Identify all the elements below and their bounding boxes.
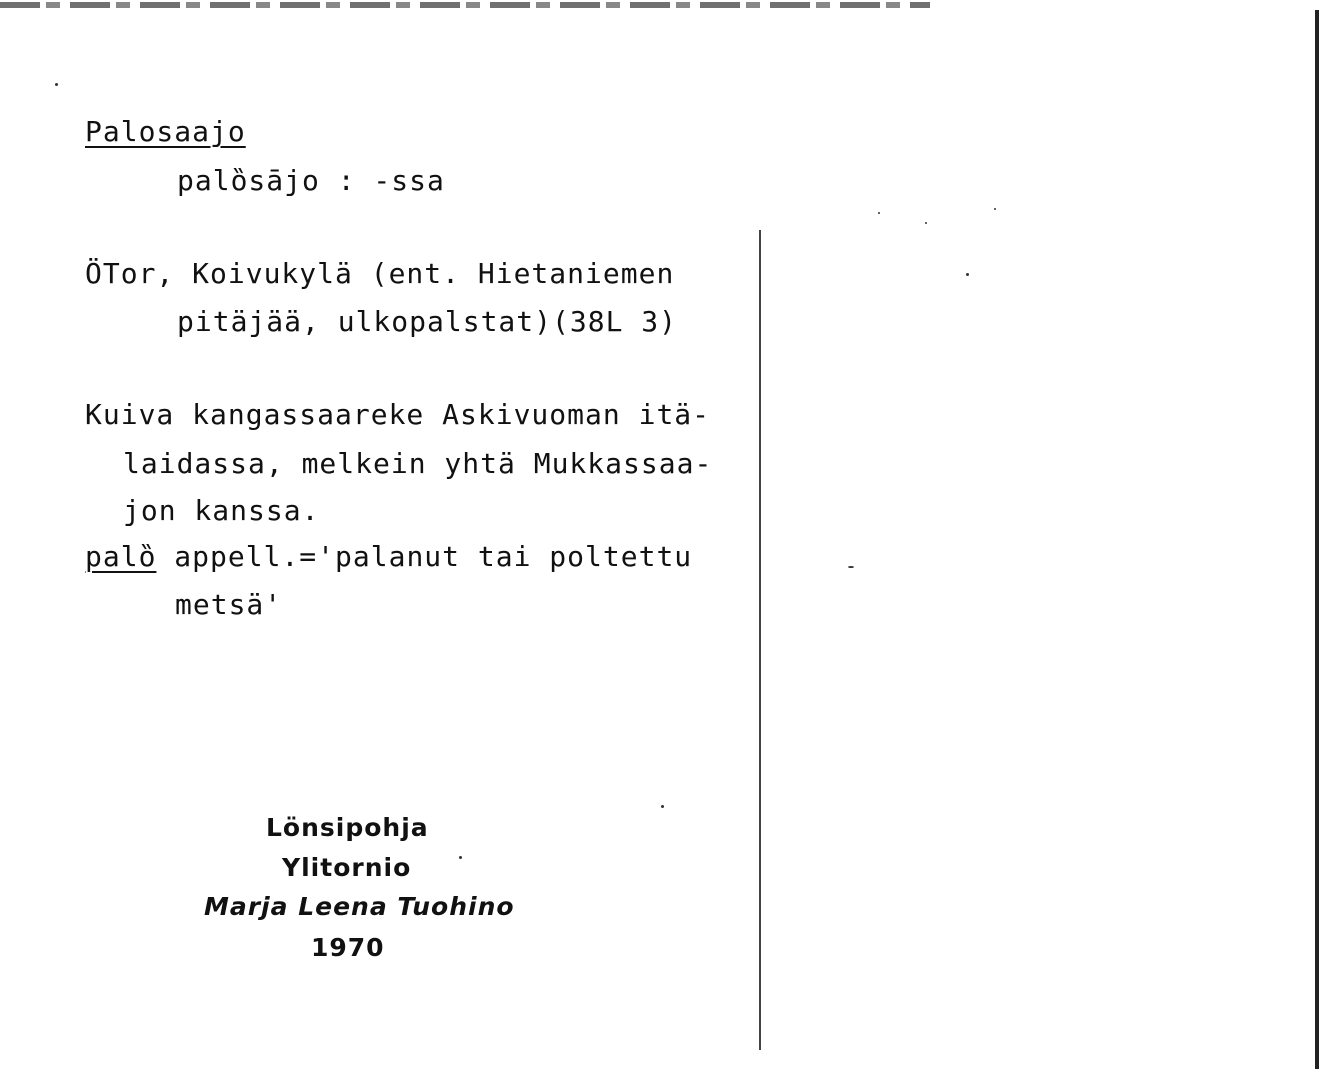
scan-speck: [994, 208, 996, 210]
etymology-text: appell.='palanut tai poltettu: [174, 540, 693, 573]
scan-speck: [925, 222, 927, 224]
scan-speck: [966, 273, 969, 276]
location-line-1: ÖTor, Koivukylä (ent. Hietaniemen: [85, 257, 675, 290]
scan-speck: [55, 83, 58, 86]
location-line-2: pitäjää, ulkopalstat)(38L 3): [177, 305, 678, 338]
stamp-year: 1970: [311, 933, 385, 962]
pronunciation: palȍsājo : -ssa: [177, 164, 445, 197]
card-fold-line: [759, 230, 761, 1050]
scan-speck: [848, 566, 854, 568]
description-line-3: jon kanssa.: [123, 494, 320, 527]
etymology-line-1: [85, 540, 693, 573]
scan-top-edge: [0, 2, 930, 8]
scan-speck: [878, 212, 880, 214]
etymology-line-2: metsä': [175, 588, 283, 621]
description-line-2: laidassa, melkein yhtä Mukkassaa-: [123, 447, 713, 480]
description-line-1: Kuiva kangassaareke Askivuoman itä-: [85, 398, 711, 431]
scan-speck: [661, 805, 664, 808]
stamp-region: Lönsipohja: [266, 813, 429, 842]
stamp-parish: Ylitornio: [282, 853, 412, 882]
headword: Palosaajo: [85, 115, 246, 148]
etymology-word: palȍ: [85, 540, 157, 573]
card-right-edge: [1315, 10, 1319, 1069]
stamp-collector: Marja Leena Tuohino: [204, 892, 515, 921]
scan-speck: [459, 856, 462, 859]
